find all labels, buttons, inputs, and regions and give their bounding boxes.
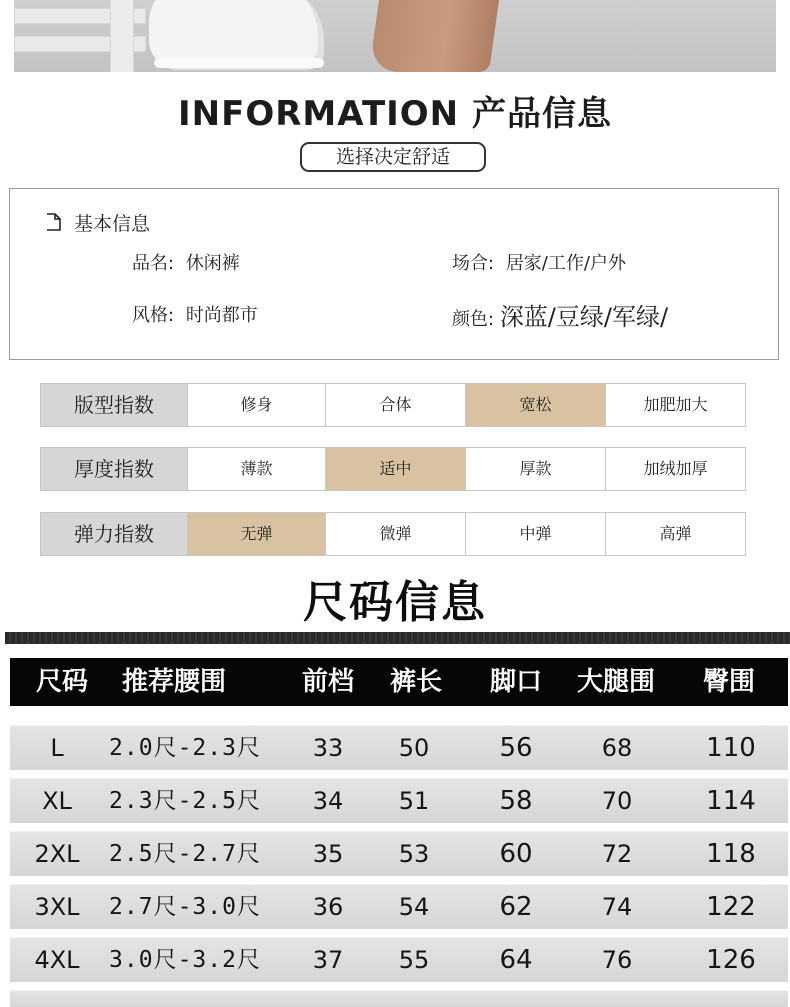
elasticity-option: 高弹 — [606, 512, 746, 556]
color-row — [452, 297, 668, 332]
divider-bar — [5, 632, 790, 644]
thickness-index-label: 厚度指数 — [40, 447, 188, 491]
cell-waist: 2.0尺-2.3尺 — [109, 735, 261, 761]
thickness-option: 厚款 — [466, 447, 606, 491]
cell-hip: 126 — [706, 945, 756, 975]
cell-size: 4XL — [34, 946, 80, 974]
occasion-value: 居家/工作/户外 — [505, 253, 626, 274]
product-name-key: 品名: — [132, 253, 175, 274]
elasticity-option: 微弹 — [326, 512, 466, 556]
cell-thigh: 74 — [601, 893, 633, 921]
style-key: 风格: — [132, 305, 175, 326]
cell-front-rise: 37 — [312, 946, 344, 974]
cell-front-rise: 34 — [312, 787, 344, 815]
style-value: 时尚都市 — [185, 305, 258, 326]
cell-hip: 114 — [706, 786, 756, 816]
header-length: 裤长 — [389, 667, 442, 697]
fit-index-row — [40, 383, 746, 429]
cell-waist: 2.5尺-2.7尺 — [109, 841, 261, 867]
cell-thigh: 76 — [601, 946, 633, 974]
elasticity-index-row — [40, 512, 746, 558]
table-row — [10, 831, 788, 876]
cell-hem: 60 — [499, 839, 533, 869]
leg-image — [369, 0, 499, 72]
cell-hip: 122 — [706, 892, 756, 922]
fit-option: 加肥加大 — [606, 383, 746, 427]
header-hip: 臀围 — [702, 667, 755, 697]
product-name-row — [132, 249, 240, 275]
color-value: 深蓝/豆绿/军绿/ — [499, 303, 669, 331]
table-row — [10, 778, 788, 823]
size-table-header — [10, 658, 788, 706]
table-row — [10, 725, 788, 770]
cell-length: 53 — [398, 840, 430, 868]
subtitle-pill: 选择决定舒适 — [300, 142, 486, 172]
table-row — [10, 884, 788, 929]
product-photo — [14, 0, 776, 72]
cell-waist: 2.7尺-3.0尺 — [109, 894, 261, 920]
cell-hem: 62 — [499, 892, 533, 922]
table-row — [10, 937, 788, 982]
thickness-option: 薄款 — [188, 447, 326, 491]
cell-length: 50 — [398, 734, 430, 762]
cell-size: 3XL — [34, 893, 80, 921]
product-name-value: 休闲裤 — [185, 253, 240, 274]
size-info-title: 尺码信息 — [303, 577, 487, 628]
header-thigh: 大腿围 — [576, 667, 655, 697]
cell-size: L — [50, 734, 64, 762]
elasticity-option-selected: 无弹 — [188, 512, 326, 556]
elasticity-option: 中弹 — [466, 512, 606, 556]
cell-length: 54 — [398, 893, 430, 921]
table-row-partial — [10, 990, 788, 1007]
cell-front-rise: 36 — [312, 893, 344, 921]
fit-option-selected: 宽松 — [466, 383, 606, 427]
cell-thigh: 70 — [601, 787, 633, 815]
cell-hip: 110 — [706, 733, 756, 763]
thickness-index-row — [40, 447, 746, 493]
fit-option: 修身 — [188, 383, 326, 427]
cell-size: XL — [42, 787, 72, 815]
cell-waist: 3.0尺-3.2尺 — [109, 947, 261, 973]
cell-size: 2XL — [34, 840, 80, 868]
basic-info-box — [9, 188, 779, 360]
cell-length: 55 — [398, 946, 430, 974]
header-hem: 脚口 — [489, 667, 542, 697]
info-title: INFORMATION 产品信息 — [178, 94, 612, 134]
fit-index-label: 版型指数 — [40, 383, 188, 427]
cell-thigh: 72 — [601, 840, 633, 868]
cell-front-rise: 35 — [312, 840, 344, 868]
cell-thigh: 68 — [601, 734, 633, 762]
cell-front-rise: 33 — [312, 734, 344, 762]
elasticity-index-label: 弹力指数 — [40, 512, 188, 556]
style-row — [132, 301, 258, 327]
occasion-key: 场合: — [452, 253, 495, 274]
cell-waist: 2.3尺-2.5尺 — [109, 788, 261, 814]
cell-hip: 118 — [706, 839, 756, 869]
cell-hem: 58 — [499, 786, 533, 816]
cell-hem: 56 — [499, 733, 533, 763]
occasion-row — [452, 249, 626, 275]
header-size: 尺码 — [35, 667, 88, 697]
cell-hem: 64 — [499, 945, 533, 975]
fit-option: 合体 — [326, 383, 466, 427]
basic-info-heading: 基本信息 — [74, 213, 151, 235]
header-waist: 推荐腰围 — [121, 667, 226, 697]
thickness-option: 加绒加厚 — [606, 447, 746, 491]
color-key: 颜色: — [452, 309, 495, 330]
cell-length: 51 — [398, 787, 430, 815]
header-front-rise: 前档 — [301, 667, 354, 697]
thickness-option-selected: 适中 — [326, 447, 466, 491]
